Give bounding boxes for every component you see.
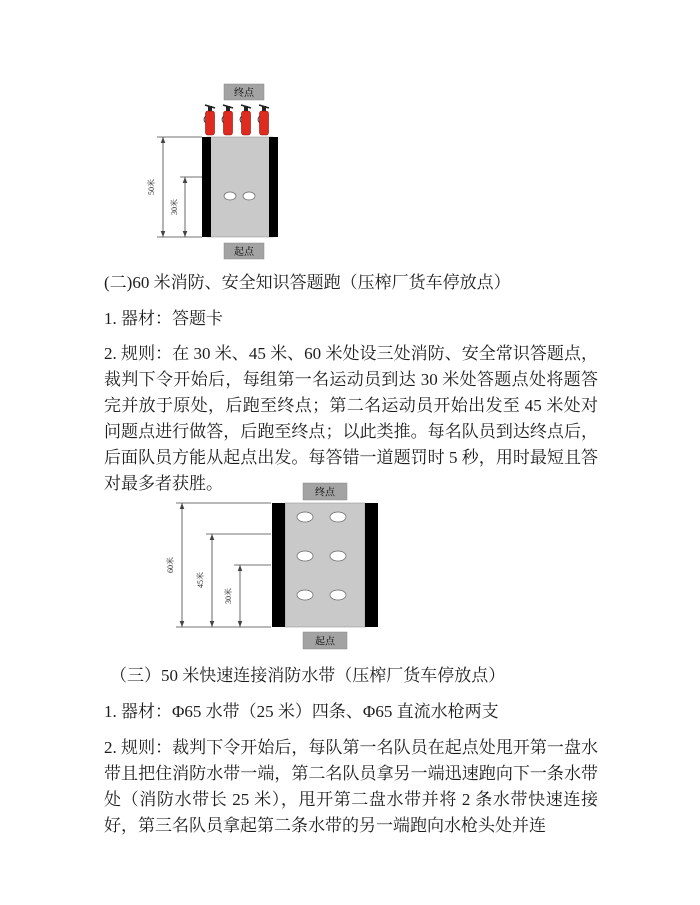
lane-bar-right [365, 503, 378, 627]
finish-label-text: 终点 [234, 88, 254, 99]
track [272, 503, 378, 627]
dimension-45m-label: 45米 [196, 572, 205, 588]
dimension-50m-label: 50米 [147, 179, 156, 195]
extinguisher-body [242, 111, 251, 135]
lane-bar-right [269, 137, 278, 237]
answer-point [330, 590, 346, 600]
start-label-text: 起点 [315, 636, 335, 648]
track-field [285, 503, 365, 627]
section2-equipment: 1. 器材：答题卡 [104, 309, 223, 328]
section2-title: (二)60 米消防、安全知识答题跑（压榨厂货车停放点） [104, 273, 511, 292]
section3-equipment: 1. 器材：Φ65 水带（25 米）四条、Φ65 直流水枪两支 [104, 702, 499, 721]
diagram-answer-run-track [160, 480, 390, 655]
start-point-label [224, 243, 264, 259]
answer-point [297, 590, 313, 600]
start-point-label [303, 632, 347, 649]
dimension-60m-label: 60米 [166, 557, 175, 573]
start-label-text: 起点 [234, 247, 254, 258]
section3-rules: 2. 规则：裁判下令开始后，每队第一名队员在起点处甩开第一盘水带且把住消防水带一端，第二名队员拿另一端迅速跑向下一条水带处（消防水带长 25 米），甩开第二盘水带并将 2 条水带快速连接好，第三名队员拿起第二条水带的另一端跑向水枪头处并连 [104, 738, 598, 835]
track-field [207, 137, 273, 237]
extinguisher-body [206, 111, 215, 135]
finish-label-text: 终点 [315, 487, 335, 499]
dimension-arrow-50m [157, 137, 202, 237]
dimension-arrow-30m [234, 565, 271, 627]
finish-point-label [224, 84, 264, 100]
fire-extinguisher-icon [222, 105, 233, 135]
dimension-arrow-45m [206, 534, 271, 627]
dimension-arrow-30m [180, 177, 202, 237]
section3-title: （三）50 米快速连接消防水带（压榨厂货车停放点） [110, 666, 506, 685]
fire-extinguisher-icon [204, 105, 215, 135]
answer-point [297, 512, 313, 522]
finish-point-label [303, 483, 347, 500]
section2-rules: 2. 规则：在 30 米、45 米、60 米处设三处消防、安全常识答题点，裁判下令开始后，每组第一名运动员到达 30 米处答题点处将题答完并放于原处，后跑至终点；第二名运动员开始出发至 45 米处对问题点进行做答，后跑至终点；以此类推。每名队员到达终点后，后面队员方能从起点出发。每答错一道题罚时 5 秒，用时最短且答对最多者获胜。 [104, 344, 598, 493]
dimension-30m-label: 30米 [224, 588, 233, 604]
track [202, 137, 278, 237]
lane-bar-left [202, 137, 211, 237]
extinguisher-body [260, 111, 269, 135]
answer-point [297, 551, 313, 561]
lane-bar-left [272, 503, 285, 627]
diagram-extinguisher-track [140, 82, 310, 267]
answer-point [330, 512, 346, 522]
fire-extinguisher-icon [240, 105, 251, 135]
answer-point [243, 192, 255, 200]
answer-point [330, 551, 346, 561]
answer-point [224, 192, 236, 200]
dimension-30m-label: 30米 [170, 199, 179, 215]
extinguisher-body [224, 111, 233, 135]
fire-extinguisher-icon [258, 105, 269, 135]
